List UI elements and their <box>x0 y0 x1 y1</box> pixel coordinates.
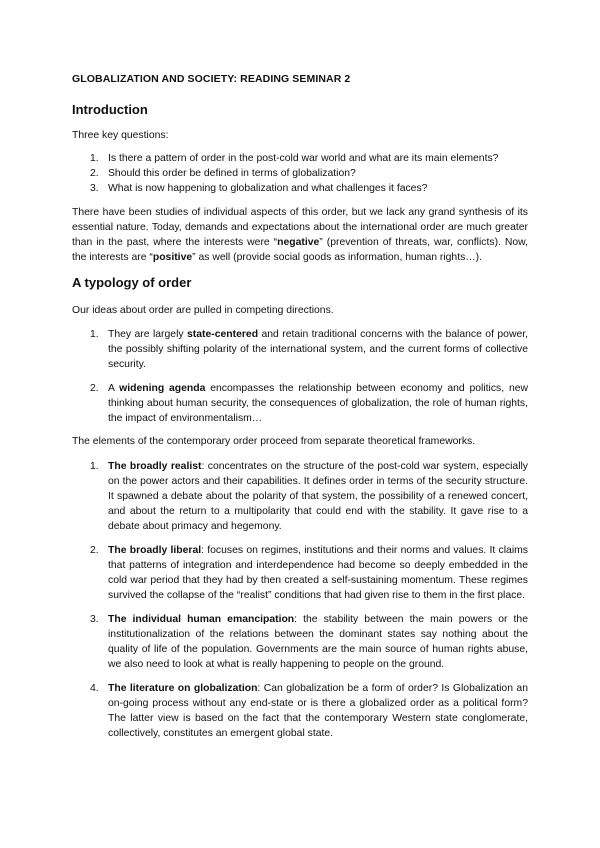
frameworks-list <box>72 459 528 741</box>
intro-lead: Three key questions: <box>72 130 169 141</box>
list-item: 2. The broadly liberal: focuses on regimes, institutions and their norms and values. It claims that patterns of integration and interdependence had become so deeply embedded in the cold war period that they had by then created a self-sustaining momentum. These regimes survived the collapse of the “realist” conditions that had given rise to them in the first place. <box>90 545 528 601</box>
list-item: 1. Is there a pattern of order in the post-cold war world and what are its main elements? <box>90 153 499 164</box>
elements-lead: The elements of the contemporary order proceed from separate theoretical frameworks. <box>72 436 476 447</box>
list-item: 1. They are largely state-centered and retain traditional concerns with the balance of power, the possibly shifting polarity of the international system, and the current forms of collective security. <box>90 329 529 370</box>
introduction-heading: Introduction <box>72 102 148 117</box>
positive-term: positive <box>152 252 193 263</box>
list-item: 3. What is now happening to globalization and what challenges it faces? <box>90 183 428 194</box>
list-item: 2. Should this order be defined in terms of globalization? <box>90 168 356 179</box>
list-item: 4. The literature on globalization: Can globalization be a form of order? Is Globalization an on-going process without any end-state or is there a globalized order as a political form? The latter view is based on the fact that the contemporary Western state conglomerate, collectively, constitutes an emergent global state. <box>90 683 528 739</box>
typology-heading: A typology of order <box>72 275 192 290</box>
list-item: 2. A widening agenda encompasses the relationship between economy and politics, new thinking about human security, the consequences of globalization, the role of human rights, the impact of environmentalism… <box>90 383 529 424</box>
document-title: GLOBALIZATION AND SOCIETY: READING SEMINAR 2 <box>72 73 351 85</box>
key-questions-list <box>72 151 528 196</box>
negative-term: negative <box>277 237 320 248</box>
document-page <box>72 72 528 741</box>
list-item: 1. The broadly realist: concentrates on the structure of the post-cold war system, especially on the power actors and their capabilities. It defines order in terms of the security structure. It spawned a debate about the polarity of that system, the possibility of a renewed concert, and about the return to a multipolarity that could end with the stability. It gave rise to a debate about primacy and hegemony. <box>90 461 529 532</box>
list-item: 3. The individual human emancipation: the stability between the main powers or the institutionalization of the relations between the dominant states say nothing about the quality of life of the population. Governments are the main source of human rights abuse, we also need to look at what is really happening to people on the ground. <box>90 614 528 670</box>
intro-paragraph: There have been studies of individual aspects of this order, but we lack any grand synthesis of its essential nature. Today, demands and expectations about the international order are much greater than in the past, where the interests were “negative” (prevention of threats, war, conflicts). Now, the interests are “positive” as well (provide social goods as information, human rights…). <box>72 207 528 263</box>
directions-list <box>72 327 528 426</box>
typology-lead: Our ideas about order are pulled in competing directions. <box>72 305 334 316</box>
